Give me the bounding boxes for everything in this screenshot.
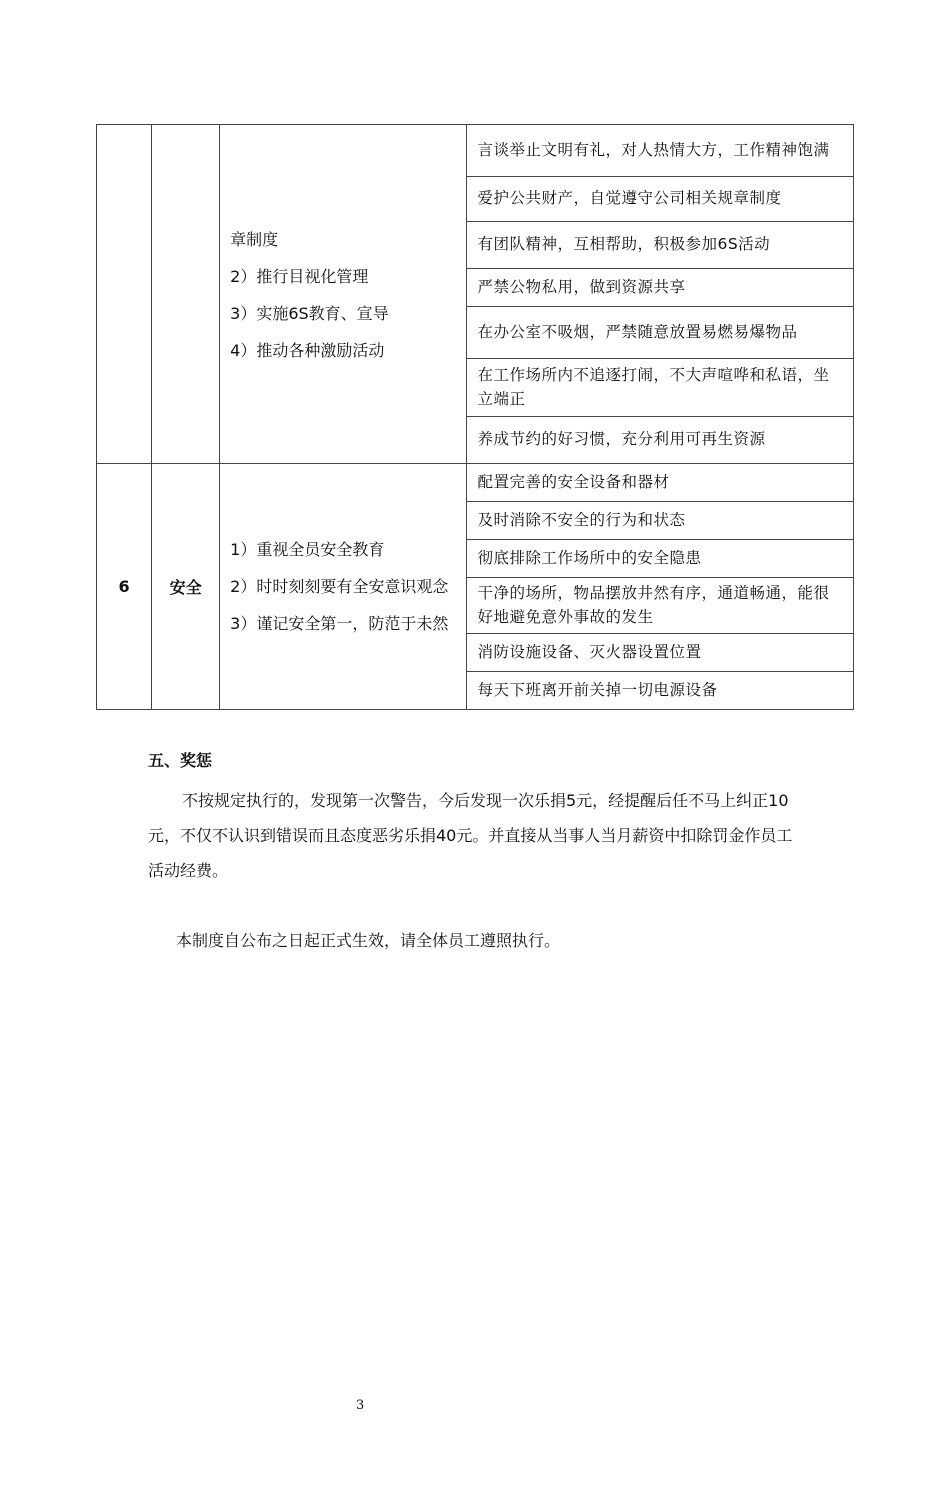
standard-cell: 严禁公物私用，做到资源共享 xyxy=(467,269,854,307)
measures-cell xyxy=(220,464,467,710)
standard-cell: 有团队精神，互相帮助，积极参加6S活动 xyxy=(467,222,854,269)
measure-line: 3）实施6S教育、宣导 xyxy=(230,304,389,323)
section-heading: 五、奖惩 xyxy=(148,751,213,770)
standard-cell: 养成节约的好习惯，充分利用可再生资源 xyxy=(467,417,854,464)
number-cell-empty xyxy=(97,125,152,464)
measure-line: 4）推动各种激励活动 xyxy=(230,341,385,360)
regulation-table xyxy=(96,124,854,710)
section-number: 6 xyxy=(97,464,152,710)
measures-cell xyxy=(220,125,467,464)
closing-statement: 本制度自公布之日起正式生效，请全体员工遵照执行。 xyxy=(176,931,561,950)
page-number: 3 xyxy=(356,1398,365,1413)
measure-line: 3）谨记安全第一，防范于未然 xyxy=(230,614,449,633)
standard-cell: 在工作场所内不追逐打闹，不大声喧哗和私语，坐立端正 xyxy=(467,359,854,417)
measure-line: 2）时时刻刻要有全安意识观念 xyxy=(230,577,449,596)
measure-line: 1）重视全员安全教育 xyxy=(230,540,385,559)
standard-cell: 配置完善的安全设备和器材 xyxy=(467,464,854,502)
measure-line: 2）推行目视化管理 xyxy=(230,267,369,286)
standard-cell: 言谈举止文明有礼，对人热情大方，工作精神饱满 xyxy=(467,125,854,177)
standard-cell: 在办公室不吸烟，严禁随意放置易燃易爆物品 xyxy=(467,307,854,359)
standard-cell: 干净的场所，物品摆放井然有序，通道畅通，能很好地避免意外事故的发生 xyxy=(467,578,854,634)
standard-cell: 每天下班离开前关掉一切电源设备 xyxy=(467,672,854,710)
standard-cell: 爱护公共财产，自觉遵守公司相关规章制度 xyxy=(467,177,854,222)
measure-line: 章制度 xyxy=(230,230,279,249)
standard-cell: 彻底排除工作场所中的安全隐患 xyxy=(467,540,854,578)
section-item: 安全 xyxy=(152,464,220,710)
standard-cell: 消防设施设备、灭火器设置位置 xyxy=(467,634,854,672)
item-cell-empty xyxy=(152,125,220,464)
standard-cell: 及时消除不安全的行为和状态 xyxy=(467,502,854,540)
rewards-paragraph: 不按规定执行的，发现第一次警告，今后发现一次乐捐5元，经提醒后任不马上纠正10元，不仅不认识到错误而且态度恶劣乐捐40元。并直接从当事人当月薪资中扣除罚金作员工活动经费。 xyxy=(148,791,793,880)
